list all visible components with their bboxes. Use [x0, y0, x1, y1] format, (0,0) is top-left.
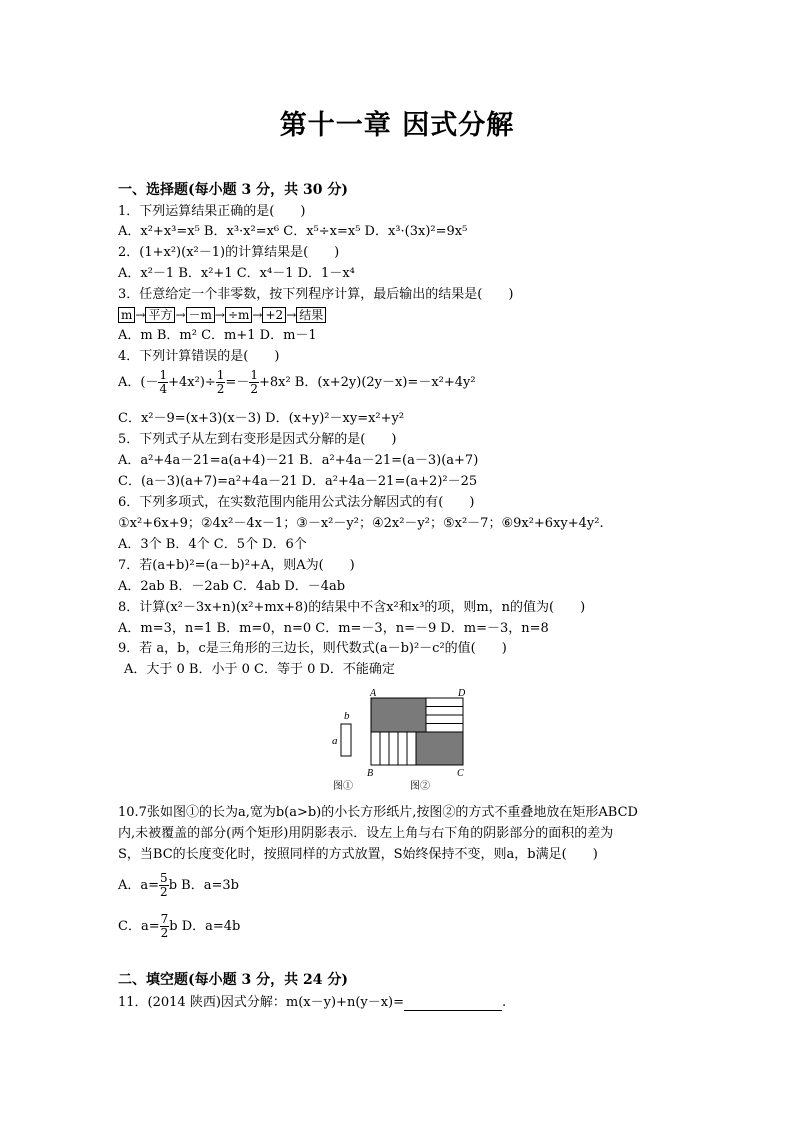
vertex-A: A [370, 688, 377, 699]
question-6-options: A．3个 B．4个 C．5个 D．6个 [118, 537, 307, 552]
flow-end: 结果 [296, 307, 326, 323]
question-2-options: A．x²－1 B．x²+1 C．x⁴－1 D．1－x⁴ [118, 266, 355, 281]
shaded-bottom-right [417, 733, 463, 765]
shaded-top-left [372, 699, 426, 733]
question-4: 4．下列计算错误的是( ) [118, 349, 280, 364]
q10-a-prefix: A．a= [118, 878, 160, 893]
section-heading-choice: 一、选择题(每小题 3 分，共 30 分) [118, 182, 348, 198]
flow-step-4: +2 [262, 307, 286, 323]
question-2: 2．(1+x²)(x²－1)的计算结果是( ) [118, 245, 340, 260]
question-9-options: A．大于 0 B．小于 0 C．等于 0 D．不能确定 [124, 662, 395, 677]
question-3: 3．任意给定一个非零数，按下列程序计算，最后输出的结果是( ) [118, 287, 514, 302]
q4-a-mid-2: =－ [225, 375, 250, 390]
question-8: 8．计算(x²－3x+n)(x²+mx+8)的结果中不含x²和x³的项，则m，n的值为( ) [118, 600, 586, 615]
q4-a-suffix: +8x² B．(x+2y)(2y－x)=－x²+4y² [258, 375, 476, 390]
question-4-options-cd: C．x²－9=(x+3)(x－3) D．(x+y)²－xy=x²+y² [118, 411, 405, 426]
question-1: 1．下列运算结果正确的是( ) [118, 204, 306, 219]
q4-a-mid-1: +4x²)÷ [168, 375, 216, 390]
question-8-options: A．m=3，n=1 B．m=0，n=0 C．m=－3，n=－9 D．m=－3，n=8 [118, 621, 549, 636]
q10-a-suffix: b B．a=3b [168, 878, 239, 893]
question-10-line-2: 内,未被覆盖的部分(两个矩形)用阴影表示．设左上角与右下角的阴影部分的面积的差为 [118, 826, 614, 841]
question-7-options: A．2ab B．－2ab C．4ab D．－4ab [118, 579, 346, 594]
question-7: 7．若(a+b)²=(a－b)²+A，则A为( ) [118, 558, 355, 573]
rectangle-figure [326, 686, 476, 794]
fraction-seven-halves: $\frac{7}{2}$ [160, 912, 169, 940]
question-3-options: A．m B．m² C．m+1 D．m－1 [118, 328, 317, 343]
question-3-flowchart: m → 平方 → －m → ÷m → +2 → 结果 [118, 307, 326, 323]
question-9: 9．若 a，b，c是三角形的三边长，则代数式(a－b)²－c²的值( ) [118, 641, 507, 656]
caption-figure-2: 图② [410, 781, 430, 792]
label-b: b [344, 710, 350, 722]
fraction-one-half-b: $\frac{1}{2}$ [250, 368, 258, 396]
question-4-options-ab [118, 368, 476, 398]
question-10-line-3: S，当BC的长度变化时，按照同样的方式放置，S始终保持不变，则a，b满足( ) [118, 847, 598, 862]
page-title: 第十一章 因式分解 [279, 110, 515, 141]
question-11-end: . [502, 995, 507, 1010]
figure-diagram [326, 686, 476, 794]
question-11 [118, 995, 506, 1011]
question-6: 6．下列多项式，在实数范围内能用公式法分解因式的有( ) [118, 495, 475, 510]
flow-step-3: ÷m [225, 307, 252, 323]
question-6-items: ①x²+6x+9；②4x²－4x－1；③－x²－y²；④2x²－y²；⑤x²－7；⑥9x²+6xy+4y². [118, 516, 604, 531]
question-10-options-cd [118, 911, 240, 943]
vertex-C: C [457, 768, 464, 779]
flow-start: m [118, 307, 135, 323]
q10-c-prefix: C．a= [118, 919, 160, 934]
q4-a-prefix: A．(－ [118, 375, 159, 390]
q10-c-suffix: b D．a=4b [169, 919, 241, 934]
small-rectangle [341, 724, 351, 756]
fraction-five-halves: $\frac{5}{2}$ [160, 871, 168, 899]
question-5: 5．下列式子从左到右变形是因式分解的是( ) [118, 432, 397, 447]
question-10-options-ab [118, 870, 239, 902]
question-10-line-1: 10.7张如图①的长为a,宽为b(a>b)的小长方形纸片,按图②的方式不重叠地放在矩形ABCD [118, 805, 638, 820]
label-a: a [332, 735, 338, 747]
section-heading-fill: 二、填空题(每小题 3 分，共 24 分) [118, 972, 348, 988]
flow-step-1: 平方 [145, 307, 175, 323]
flow-step-2: －m [186, 307, 215, 323]
question-5-options-cd: C．(a－3)(a+7)=a²+4a－21 D．a²+4a－21=(a+2)²－25 [118, 474, 478, 489]
vertex-D: D [458, 688, 466, 699]
fraction-one-quarter: $\frac{1}{4}$ [159, 368, 168, 396]
fraction-one-half-a: $\frac{1}{2}$ [216, 368, 225, 396]
question-1-options: A．x²+x³=x⁵ B．x³·x²=x⁶ C．x⁵÷x=x⁵ D．x³·(3x)²=9x⁵ [118, 224, 468, 239]
caption-figure-1: 图① [333, 781, 353, 792]
answer-blank[interactable] [404, 998, 502, 1011]
vertex-B: B [367, 768, 374, 779]
question-5-options-ab: A．a²+4a－21=a(a+4)－21 B．a²+4a－21=(a－3)(a+7) [118, 453, 479, 468]
question-11-text: 11．(2014 陕西)因式分解：m(x－y)+n(y－x)= [118, 995, 405, 1010]
